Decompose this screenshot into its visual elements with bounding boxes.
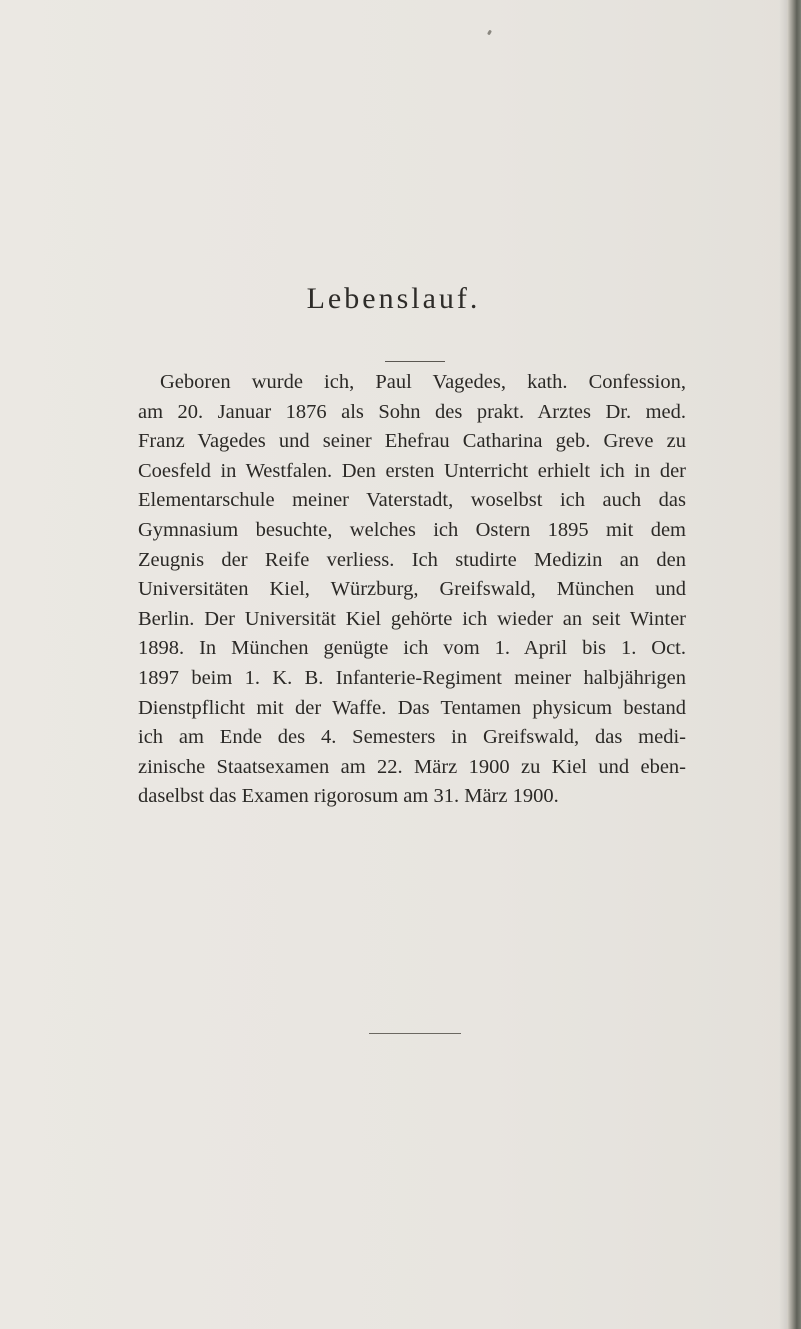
text-line: 1897 beim 1. K. B. Infanterie-Regiment meiner halbjährigen [138, 666, 686, 689]
page-edge-shadow [779, 0, 787, 1329]
text-line: Elementarschule meiner Vaterstadt, woselbst ich auch das [138, 489, 686, 512]
text-line: Berlin. Der Universität Kiel gehörte ich wieder an seit Winter [138, 607, 686, 630]
text-line: Universitäten Kiel, Würzburg, Greifswald, München und [138, 578, 686, 601]
text-line: 1898. In München genügte ich vom 1. April bis 1. Oct. [138, 637, 686, 660]
text-line: zinische Staatsexamen am 22. März 1900 zu Kiel und eben- [138, 755, 686, 778]
text-line: Coesfeld in Westfalen. Den ersten Unterricht erhielt ich in der [138, 459, 686, 482]
page-title: Lebenslauf. [306, 282, 481, 315]
text-line: Dienstpflicht mit der Waffe. Das Tentamen physicum bestand [138, 696, 686, 719]
body-paragraph [138, 368, 686, 812]
text-line: am 20. Januar 1876 als Sohn des prakt. Arztes Dr. med. [138, 400, 686, 423]
text-line: Zeugnis der Reife verliess. Ich studirte Medizin an den [138, 548, 686, 571]
text-line: Gymnasium besuchte, welches ich Ostern 1895 mit dem [138, 518, 686, 541]
divider-top [385, 361, 445, 362]
book-spine-edge [787, 0, 801, 1329]
text-line: Franz Vagedes und seiner Ehefrau Catharina geb. Greve zu [138, 430, 686, 453]
paper-speck [487, 30, 492, 36]
text-line: ich am Ende des 4. Semesters in Greifswald, das medi- [138, 726, 686, 749]
text-line: Geboren wurde ich, Paul Vagedes, kath. Confession, [160, 371, 686, 393]
divider-bottom [369, 1033, 461, 1034]
text-line: daselbst das Examen rigorosum am 31. März 1900. [138, 785, 559, 808]
